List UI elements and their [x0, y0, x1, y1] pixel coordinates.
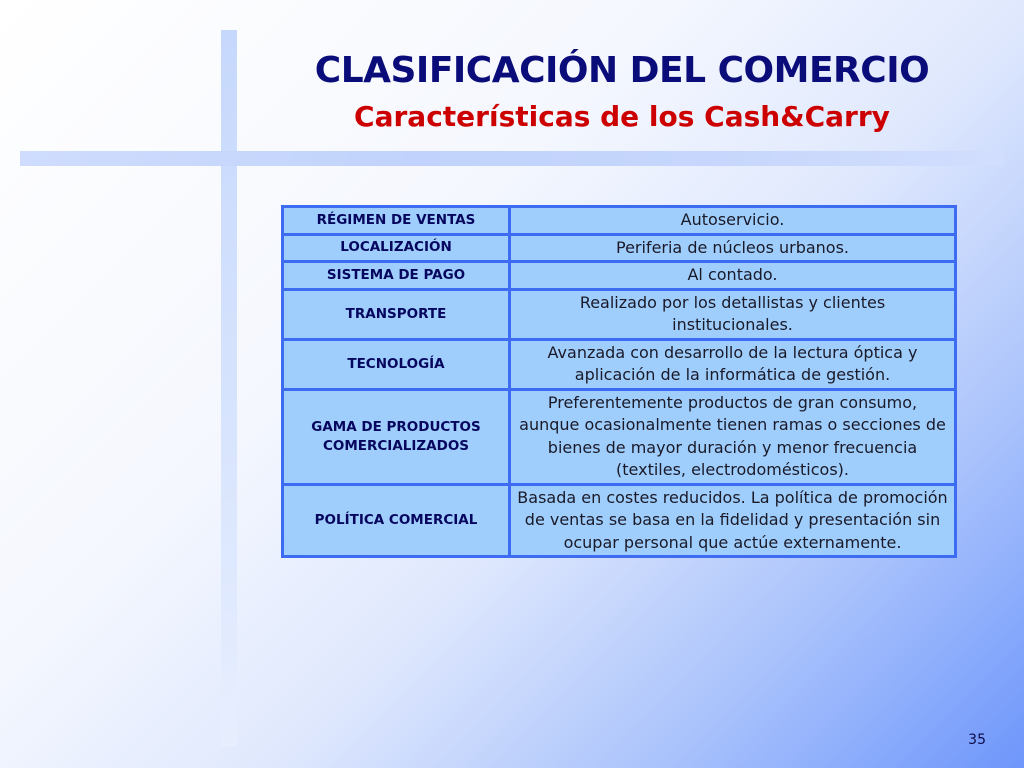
slide-title: CLASIFICACIÓN DEL COMERCIO — [314, 50, 930, 91]
row-value: Al contado. — [510, 262, 956, 290]
row-label: POLÍTICA COMERCIAL — [283, 484, 510, 557]
row-label: LOCALIZACIÓN — [283, 234, 510, 262]
row-label: TECNOLOGÍA — [283, 339, 510, 389]
table-row — [283, 339, 956, 389]
row-label: RÉGIMEN DE VENTAS — [283, 207, 510, 235]
table-row — [283, 234, 956, 262]
table-row — [283, 262, 956, 290]
characteristics-table — [281, 205, 957, 558]
row-value: Periferia de núcleos urbanos. — [510, 234, 956, 262]
row-value: Realizado por los detallistas y clientes institucionales. — [510, 289, 956, 339]
page-number: 35 — [968, 732, 986, 748]
table-row — [283, 289, 956, 339]
row-label: GAMA DE PRODUCTOS COMERCIALIZADOS — [283, 389, 510, 484]
row-value: Avanzada con desarrollo de la lectura óptica y aplicación de la informática de gestión. — [510, 339, 956, 389]
row-value: Autoservicio. — [510, 207, 956, 235]
slide-subtitle: Características de los Cash&Carry — [354, 100, 890, 133]
row-value: Preferentemente productos de gran consumo, aunque ocasionalmente tienen ramas o secciones de bienes de mayor duración y menor frecuencia (textiles, electrodomésticos). — [510, 389, 956, 484]
table-row — [283, 389, 956, 484]
row-label: SISTEMA DE PAGO — [283, 262, 510, 290]
row-value: Basada en costes reducidos. La política de promoción de ventas se basa en la fidelidad y presentación sin ocupar personal que actúe externamente. — [510, 484, 956, 557]
decorative-vertical-bar — [221, 30, 237, 746]
row-label: TRANSPORTE — [283, 289, 510, 339]
decorative-horizontal-bar — [20, 151, 1004, 166]
table-row — [283, 207, 956, 235]
table-row — [283, 484, 956, 557]
